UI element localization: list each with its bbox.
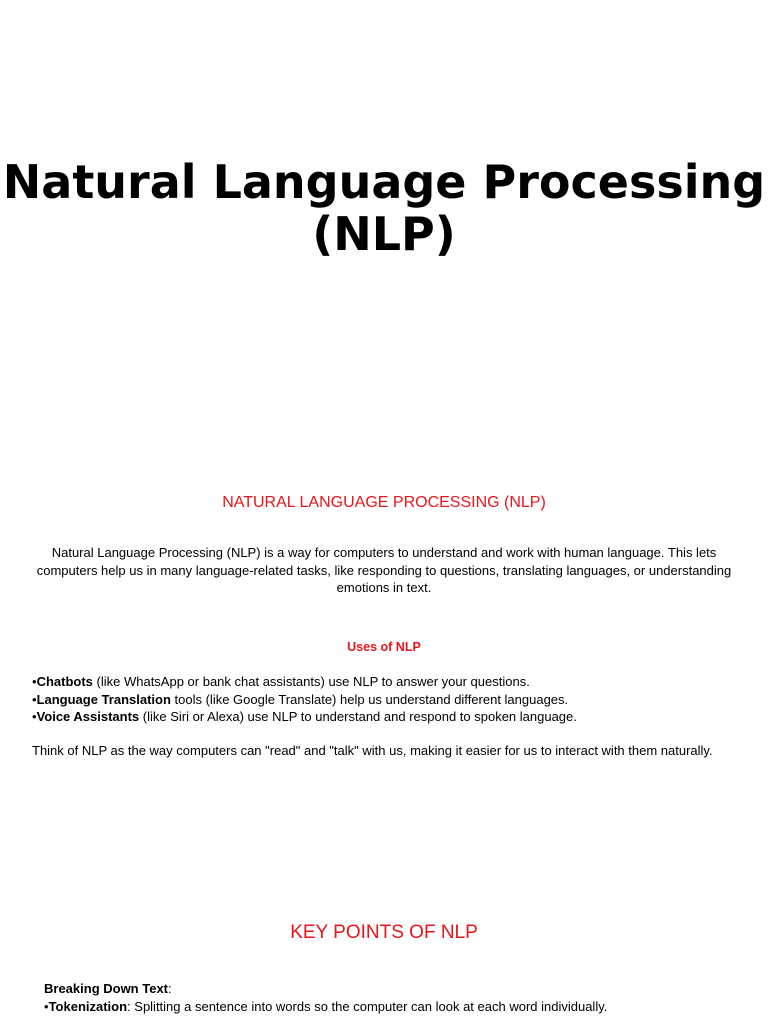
bullet: • [32, 709, 37, 724]
key-points-slide [0, 870, 768, 1024]
subheading-colon: : [168, 981, 172, 996]
intro-paragraph: Natural Language Processing (NLP) is a way for computers to understand and work with human language. This lets computers help us in many language-related tasks, like responding to questions, translating languages, or understanding emotions in text. [36, 545, 732, 595]
slide-title: NATURAL LANGUAGE PROCESSING (NLP) [222, 494, 546, 511]
list-item [32, 673, 752, 691]
list-item [44, 998, 744, 1016]
subheading-line [44, 980, 744, 998]
list-item [32, 691, 752, 709]
list-item [32, 708, 752, 726]
uses-list [32, 673, 752, 726]
bullet: • [32, 691, 37, 707]
closing-paragraph: Think of NLP as the way computers can "read" and "talk" with us, making it easier for us to interact with them naturally. [32, 743, 713, 758]
presentation-title: Natural Language Processing (NLP) [2, 155, 766, 261]
title-slide [0, 0, 768, 470]
use-term: Language Translation [36, 691, 171, 707]
bullet: • [32, 674, 37, 689]
point-term: Tokenization [48, 998, 128, 1014]
key-points-block [44, 980, 744, 1015]
key-subheading: Breaking Down Text [44, 981, 169, 996]
bullet: • [44, 998, 49, 1014]
use-term: Voice Assistants [36, 709, 140, 724]
use-text: tools (like Google Translate) help us understand different languages. [170, 691, 569, 707]
use-text: (like Siri or Alexa) use NLP to understand and respond to spoken language. [139, 709, 577, 724]
use-term: Chatbots [36, 674, 93, 689]
use-text: (like WhatsApp or bank chat assistants) use NLP to answer your questions. [92, 674, 530, 689]
intro-slide [0, 470, 768, 870]
uses-heading: Uses of NLP [347, 640, 421, 654]
slide-title: KEY POINTS OF NLP [290, 922, 478, 943]
point-text: : Splitting a sentence into words so the computer can look at each word individually. [127, 998, 608, 1014]
